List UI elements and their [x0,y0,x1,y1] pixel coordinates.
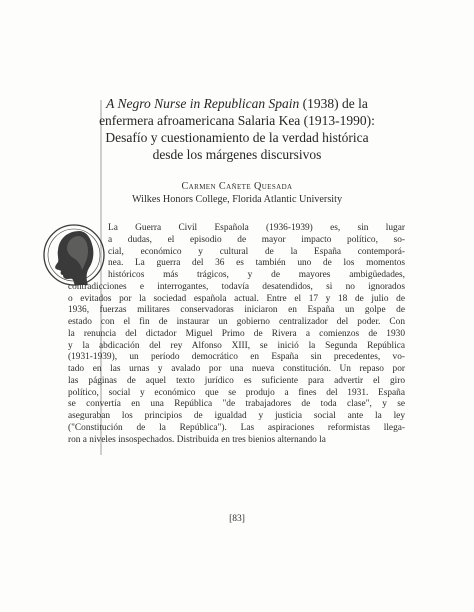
title-line-1-rest: (1938) de la [299,96,368,111]
author-name: Carmen Cañete Quesada [181,181,293,192]
profile-head-emblem-icon [40,222,108,288]
page-number: [83] [229,514,245,524]
title-line-2: enfermera afroamericana Salaria Kea (1913-1990): [99,113,375,128]
body-line: ron a niveles insospechados. Distribuida en tres bienios alternando la [68,434,326,445]
body-line: ("Constitución de la República"). Las aspiraciones reformistas llega- [68,422,405,433]
body-line: a dudas, el episodio de mayor impacto político, so- [108,234,405,245]
body-line: o evitados por la sociedad española actual. Entre el 17 y 18 de julio de [68,293,405,304]
body-line: nea. La guerra del 36 es también uno de los momentos [108,258,405,269]
body-line: las páginas de aquel texto jurídico es suficiente para advertir el giro [68,375,405,386]
author-block [40,180,434,206]
body-line: La Guerra Civil Española (1936-1939) es, sin lugar [108,223,405,233]
body-line: cial, económico y cultural de la España contemporá- [108,246,405,257]
body-line: contradicciones e interrogantes, todavía desatendidos, si no ignorados [68,281,405,292]
article-title [40,95,434,163]
title-line-4: desde los márgenes discursivos [152,147,322,162]
body-line: y la abdicación del rey Alfonso XIII, se inició la Segunda República [68,340,405,351]
body-line: (1931-1939), un período democrático en España sin precedentes, vo- [68,352,405,363]
title-line-3: Desafío y cuestionamiento de la verdad histórica [105,130,369,145]
body-line: estado con el fin de instaurar un gobierno centralizador del poder. Con [68,317,405,327]
body-line: históricos más trágicos, y de mayores ambigüedades, [108,270,405,280]
body-line: tado en las urnas y avalado por una nueva constitución. Un repaso por [68,364,405,374]
author-affiliation: Wilkes Honors College, Florida Atlantic University [131,194,343,205]
body-line: político, social y económico que se produjo a fines del 1931. España [68,387,405,398]
book-title-italic: A Negro Nurse in Republican Spain [106,96,300,111]
body-line: se convertía en una República "de trabajadores de toda clase", y se [68,399,405,410]
title-line-1 [40,95,434,112]
body-line: aseguraban los principios de igualdad y justicia social ante la ley [68,411,405,421]
body-line: 1936, fuerzas militares conservadoras iniciaron en España un golpe de [68,305,405,316]
body-line: la renuncia del dictador Miguel Primo de Rivera a comienzos de 1930 [68,328,405,339]
